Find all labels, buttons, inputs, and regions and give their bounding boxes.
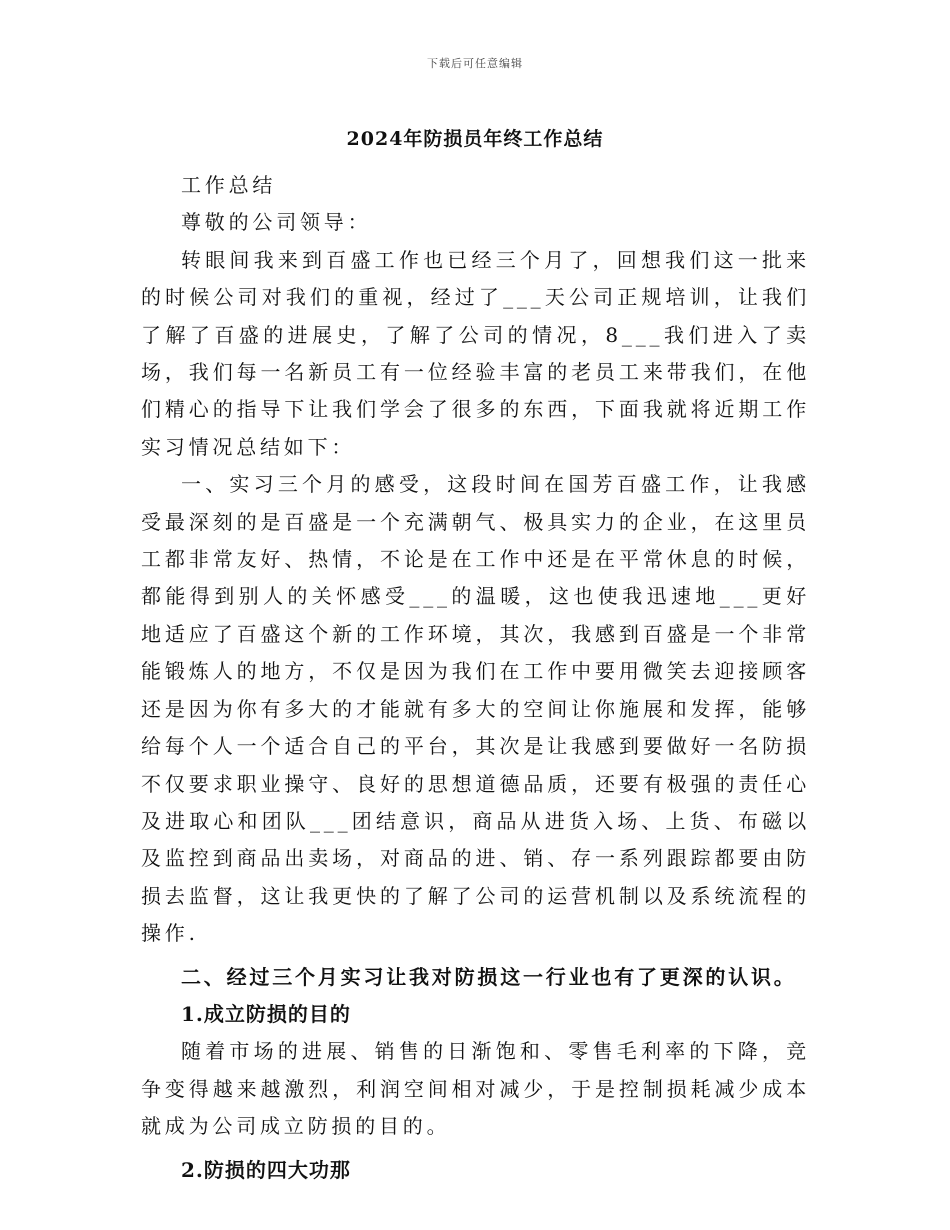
salutation: 尊敬的公司领导： [181,210,372,235]
section2-heading: 二、经过三个月实习让我对防损这一行业也有了更深的认识。 [181,964,797,989]
subsection2-heading: 2.防损的四大功那 [181,1157,351,1182]
intro-paragraph: 转眼间我来到百盛工作也已经三个月了，回想我们这一批来的时候公司对我们的重视，经过了___天公司正规培训，让我们了解了百盛的进展史，了解了公司的情况，8___我们进入了卖场，我们每一名新员工有一位经验丰富的老员工来带我们，在他们精心的指导下让我们学会了很多的东西，下面我就将近期工作实习情况总结如下： [141,247,810,459]
document-body [141,167,810,1189]
subsection1-heading: 1.成立防损的目的 [181,1001,351,1026]
section1-paragraph: 一、实习三个月的感受，这段时间在国芳百盛工作，让我感受最深刻的是百盛是一个充满朝气、极具实力的企业，在这里员工都非常友好、热情，不论是在工作中还是在平常休息的时候，都能得到别人的关怀感受___的温暖，这也使我迅速地___更好地适应了百盛这个新的工作环境，其次，我感到百盛是一个非常能锻炼人的地方，不仅是因为我们在工作中要用微笑去迎接顾客还是因为你有多大的才能就有多大的空间让你施展和发挥，能够给每个人一个适合自己的平台，其次是让我感到要做好一名防损不仅要求职业操守、良好的思想道德品质，还要有极强的责任心及进取心和团队___团结意识，商品从进货入场、上货、布磁以及监控到商品出卖场，对商品的进、销、存一系列跟踪都要由防损去监督，这让我更快的了解了公司的运营机制以及系统流程的操作. [141,472,810,946]
header-note: 下载后可任意编辑 [427,57,523,70]
section-label: 工作总结 [181,173,277,197]
document-title: 2024年防损员年终工作总结 [346,128,604,150]
subsection1-paragraph: 随着市场的进展、销售的日渐饱和、零售毛利率的下降，竞争变得越来越激烈，利润空间相对减少，于是控制损耗减少成本就成为公司成立防损的目的。 [141,1039,810,1139]
